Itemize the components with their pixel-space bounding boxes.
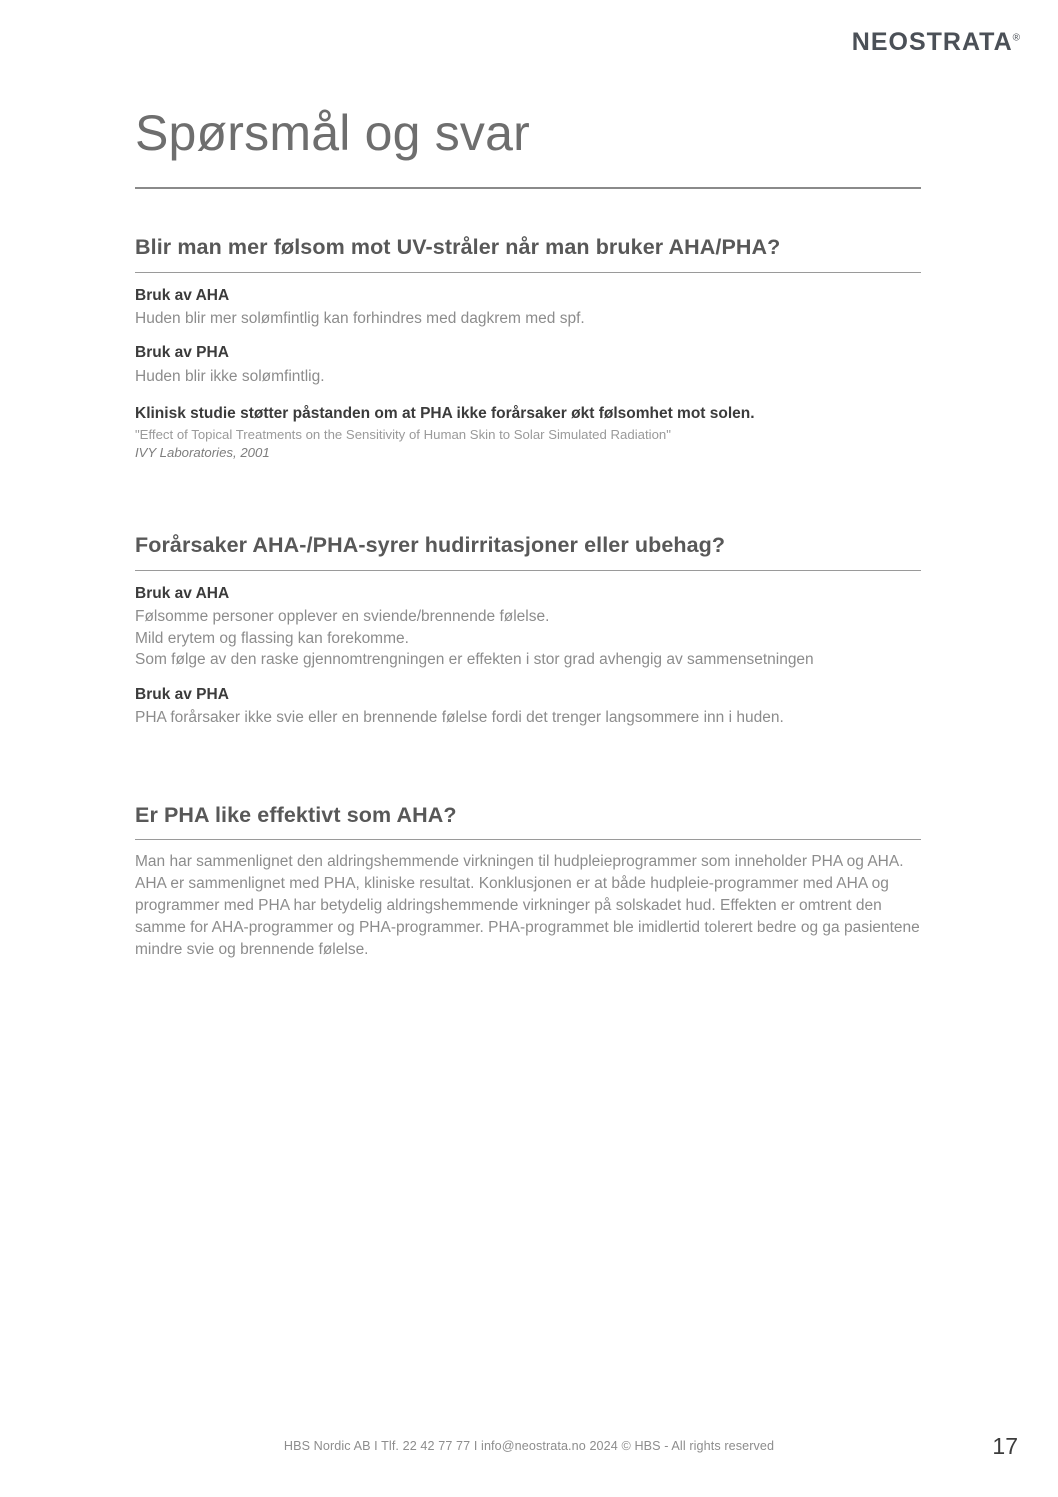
registered-trademark-icon: ® [1012,32,1020,44]
subheading-bruk-av-pha: Bruk av PHA [135,344,229,362]
footer-contact-text: HBS Nordic AB I Tlf. 22 42 77 77 I info@neostrata.no 2024 © HBS - All rights reserved [283,1439,775,1453]
pha-answer-text: PHA forårsaker ikke svie eller en brennende følelse fordi det trenger langsommere inn i huden. [135,709,784,727]
aha-answer-text: Huden blir mer solømfintlig kan forhindres med dagkrem med spf. [135,309,585,327]
aha-answer-line-2: Mild erytem og flassing kan forekomme. [135,629,409,647]
page-footer [0,1433,1058,1463]
qa-section-efficacy [135,801,921,962]
page-title: Spørsmål og svar [135,105,530,161]
clinical-study-claim: Klinisk studie støtter påstanden om at PHA ikke forårsaker økt følsomhet mot solen. [135,405,755,423]
subheading-bruk-av-aha: Bruk av AHA [135,584,230,602]
document-content [135,105,921,961]
brand-name: NEOSTRATA [851,28,1013,56]
subheading-bruk-av-aha: Bruk av AHA [135,286,230,304]
title-divider [135,187,921,189]
qa-section-irritation [135,531,921,729]
question-heading: Blir man mer følsom mot UV-stråler når man bruker AHA/PHA? [135,235,781,259]
efficacy-paragraph-1: Man har sammenlignet den aldringshemmende virkningen til hudpleieprogrammer som inneholder PHA og AHA. [135,853,904,871]
citation-source: IVY Laboratories, 2001 [135,445,270,461]
pha-answer-text: Huden blir ikke solømfintlig. [135,367,325,385]
question-heading: Er PHA like effektivt som AHA? [135,802,457,827]
aha-answer-line-1: Følsomme personer opplever en sviende/brennende følelse. [135,607,550,625]
citation-title: "Effect of Topical Treatments on the Sensitivity of Human Skin to Solar Simulated Radiation" [135,426,671,442]
question-divider [135,570,921,571]
qa-section-uv-sensitivity [135,233,921,463]
efficacy-paragraph-2: AHA er sammenlignet med PHA, kliniske resultat. Konklusjonen er at både hudpleie-programmer med AHA og programmer med PHA har betydelig aldringshemmende virkninger på solskadet hud. Effekten er omtrent den samme for AHA-programmer og PHA-programmer. PHA-programmet ble imidlertid tolerert bedre og ga pasientene mindre svie og brennende følelse. [135,875,920,959]
question-heading: Forårsaker AHA-/PHA-syrer hudirritasjoner eller ubehag? [135,533,726,558]
page-number: 17 [992,1433,1018,1459]
aha-answer-line-3: Som følge av den raske gjennomtrengningen er effekten i stor grad avhengig av sammensetningen [135,651,814,669]
neostrata-logo [852,30,1020,55]
subheading-bruk-av-pha: Bruk av PHA [135,685,229,703]
question-divider [135,839,921,840]
question-divider [135,272,921,273]
